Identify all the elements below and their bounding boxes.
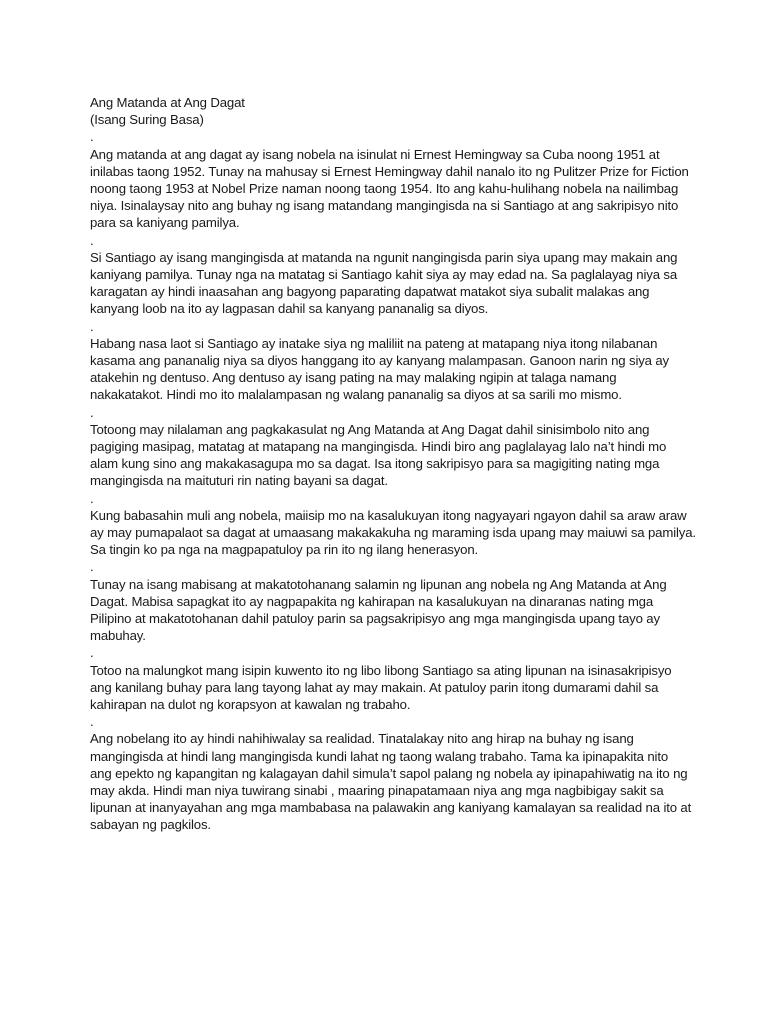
- paragraph-line: Kung babasahin muli ang nobela, maiisip mo na kasalukuyan itong nagyayari ngayon dahil sa araw araw: [90, 507, 687, 523]
- paragraph-line: Sa tingin ko pa nga na magpapatuloy pa rin ito ng ilang henerasyon.: [90, 542, 479, 558]
- paragraph-line: noong taong 1953 at Nobel Prize naman noong taong 1954. Ito ang kahu-hulihang nobela na nailimbag: [90, 181, 679, 196]
- paragraph-line: mangingisda at hindi lang mangingisda kundi lahat ng taong walang trabaho. Tama ka ipinapakita nito: [90, 748, 669, 764]
- paragraph-line: alam kung sino ang makakasagupa mo sa dagat. Isa itong sakripisyo para sa magigiting nating mga: [90, 456, 660, 472]
- paragraph-line: kasama ang pananalig niya sa diyos hanggang ito ay kanyang malampasan. Ganoon narin ng siya ay: [90, 353, 669, 368]
- paragraph-line: nakakatakot. Hindi mo ito malalampasan ng walang pananalig sa diyos at sa sarili mo mismo.: [90, 387, 622, 403]
- paragraph-separator: .: [90, 129, 94, 145]
- paragraph-line: atakehin ng dentuso. Ang dentuso ay isang pating na may malaking ngipin at talaga namang: [90, 370, 617, 386]
- paragraph-line: karagatan ay hindi inaasahan ang bagyong paparating dapatwat matakot siya subalit malakas ang: [90, 284, 650, 300]
- paragraph-separator: .: [90, 559, 94, 575]
- paragraph: [90, 662, 690, 714]
- paragraph-line: Habang nasa laot si Santiago ay inatake siya ng maliliit na pateng at matapang niya itong nilabanan: [90, 335, 658, 351]
- paragraph-line: Tunay na isang mabisang at makatotohanang salamin ng lipunan ang nobela ng Ang Matanda at Ang: [90, 576, 667, 592]
- paragraph-line: sabayan ng pagkilos.: [90, 817, 211, 833]
- paragraph: [90, 335, 690, 404]
- paragraph-line: Ang matanda at ang dagat ay isang nobela na isinulat ni Ernest Hemingway sa Cuba noong 1951 at: [90, 146, 660, 162]
- paragraph-separator: .: [90, 232, 94, 248]
- paragraph-separator: .: [90, 714, 94, 730]
- paragraph-line: ang kanilang buhay para lang tayong lahat ay may makain. At patuloy parin itong dumarami dahil sa: [90, 679, 659, 695]
- document-header: [90, 94, 690, 128]
- paragraph-line: Totoong may nilalaman ang pagkakasulat ng Ang Matanda at Ang Dagat dahil sinisimbolo nito ang: [90, 421, 650, 437]
- paragraph-line: Si Santiago ay isang mangingisda at matanda na ngunit nangingisda parin siya upang may makain ang: [90, 249, 678, 265]
- paragraph-line: kaniyang pamilya. Tunay nga na matatag si Santiago kahit siya ay may edad na. Sa paglalayag niya sa: [90, 267, 678, 282]
- paragraph-line: Ang nobelang ito ay hindi nahihiwalay sa realidad. Tinatalakay nito ang hirap na buhay ng isang: [90, 731, 634, 747]
- document-page: [90, 94, 696, 834]
- paragraph-line: kahirapan na dulot ng korapsyon at kawalan ng trabaho.: [90, 697, 411, 712]
- paragraph-line: para sa kaniyang pamilya.: [90, 215, 240, 231]
- paragraph-line: kanyang loob na ito ay lagpasan dahil sa kanyang pananalig sa diyos.: [90, 301, 489, 317]
- paragraph-separator: .: [90, 645, 94, 661]
- paragraph: [90, 507, 696, 559]
- document-title: Ang Matanda at Ang Dagat: [90, 95, 245, 110]
- paragraph-line: mangingisda na maituturi rin nating bayani sa dagat.: [90, 473, 388, 489]
- paragraph-line: Dagat. Mabisa sapagkat ito ay nagpapakita ng kahirapan na kasalukuyan na dinaranas nating mga: [90, 593, 654, 609]
- paragraph: [90, 730, 690, 833]
- paragraph-separator: .: [90, 318, 94, 334]
- paragraph: [90, 146, 690, 232]
- document-subtitle: (Isang Suring Basa): [90, 112, 204, 128]
- paragraph: [90, 249, 690, 318]
- paragraph-line: ang epekto ng kapangitan ng kalagayan dahil simula’t sapol palang ng nobela ay ipinapahiwatig na ito ng: [90, 765, 688, 781]
- paragraph-line: Totoo na malungkot mang isipin kuwento ito ng libo libong Santiago sa ating lipunan na isinasakripisyo: [90, 662, 672, 678]
- paragraph-line: ay may pumapalaot sa dagat at umaasang makakakuha ng maraming isda upang may maiuwi sa pamilya.: [90, 525, 696, 540]
- paragraph-line: inilabas taong 1952. Tunay na mahusay si Ernest Hemingway dahil nanalo ito ng Pulitzer Prize for Fiction: [90, 163, 689, 179]
- paragraph-line: Pilipino at makatotohanan dahil patuloy parin sa pagsakripisyo ang mga mangingisda upang tayo ay: [90, 611, 660, 626]
- paragraph-line: pagiging masipag, matatag at matapang na mangingisda. Hindi biro ang paglalayag lalo na’t hindi mo: [90, 439, 667, 454]
- paragraph: [90, 576, 690, 645]
- paragraph-line: mabuhay.: [90, 628, 146, 644]
- paragraph-line: lipunan at inanyayahan ang mga mambabasa na palawakin ang kaniyang kamalayan sa realidad na ito at: [90, 800, 692, 816]
- document-body: [90, 128, 696, 833]
- paragraph-line: niya. Isinalaysay nito ang buhay ng isang matandang mangingisda na si Santiago at ang sakripisyo nito: [90, 198, 679, 214]
- paragraph: [90, 421, 690, 490]
- paragraph-separator: .: [90, 404, 94, 420]
- paragraph-line: may akda. Hindi man niya tuwirang sinabi , maaring pinapatamaan niya ang mga nagbibigay sakit sa: [90, 783, 664, 798]
- paragraph-separator: .: [90, 490, 94, 506]
